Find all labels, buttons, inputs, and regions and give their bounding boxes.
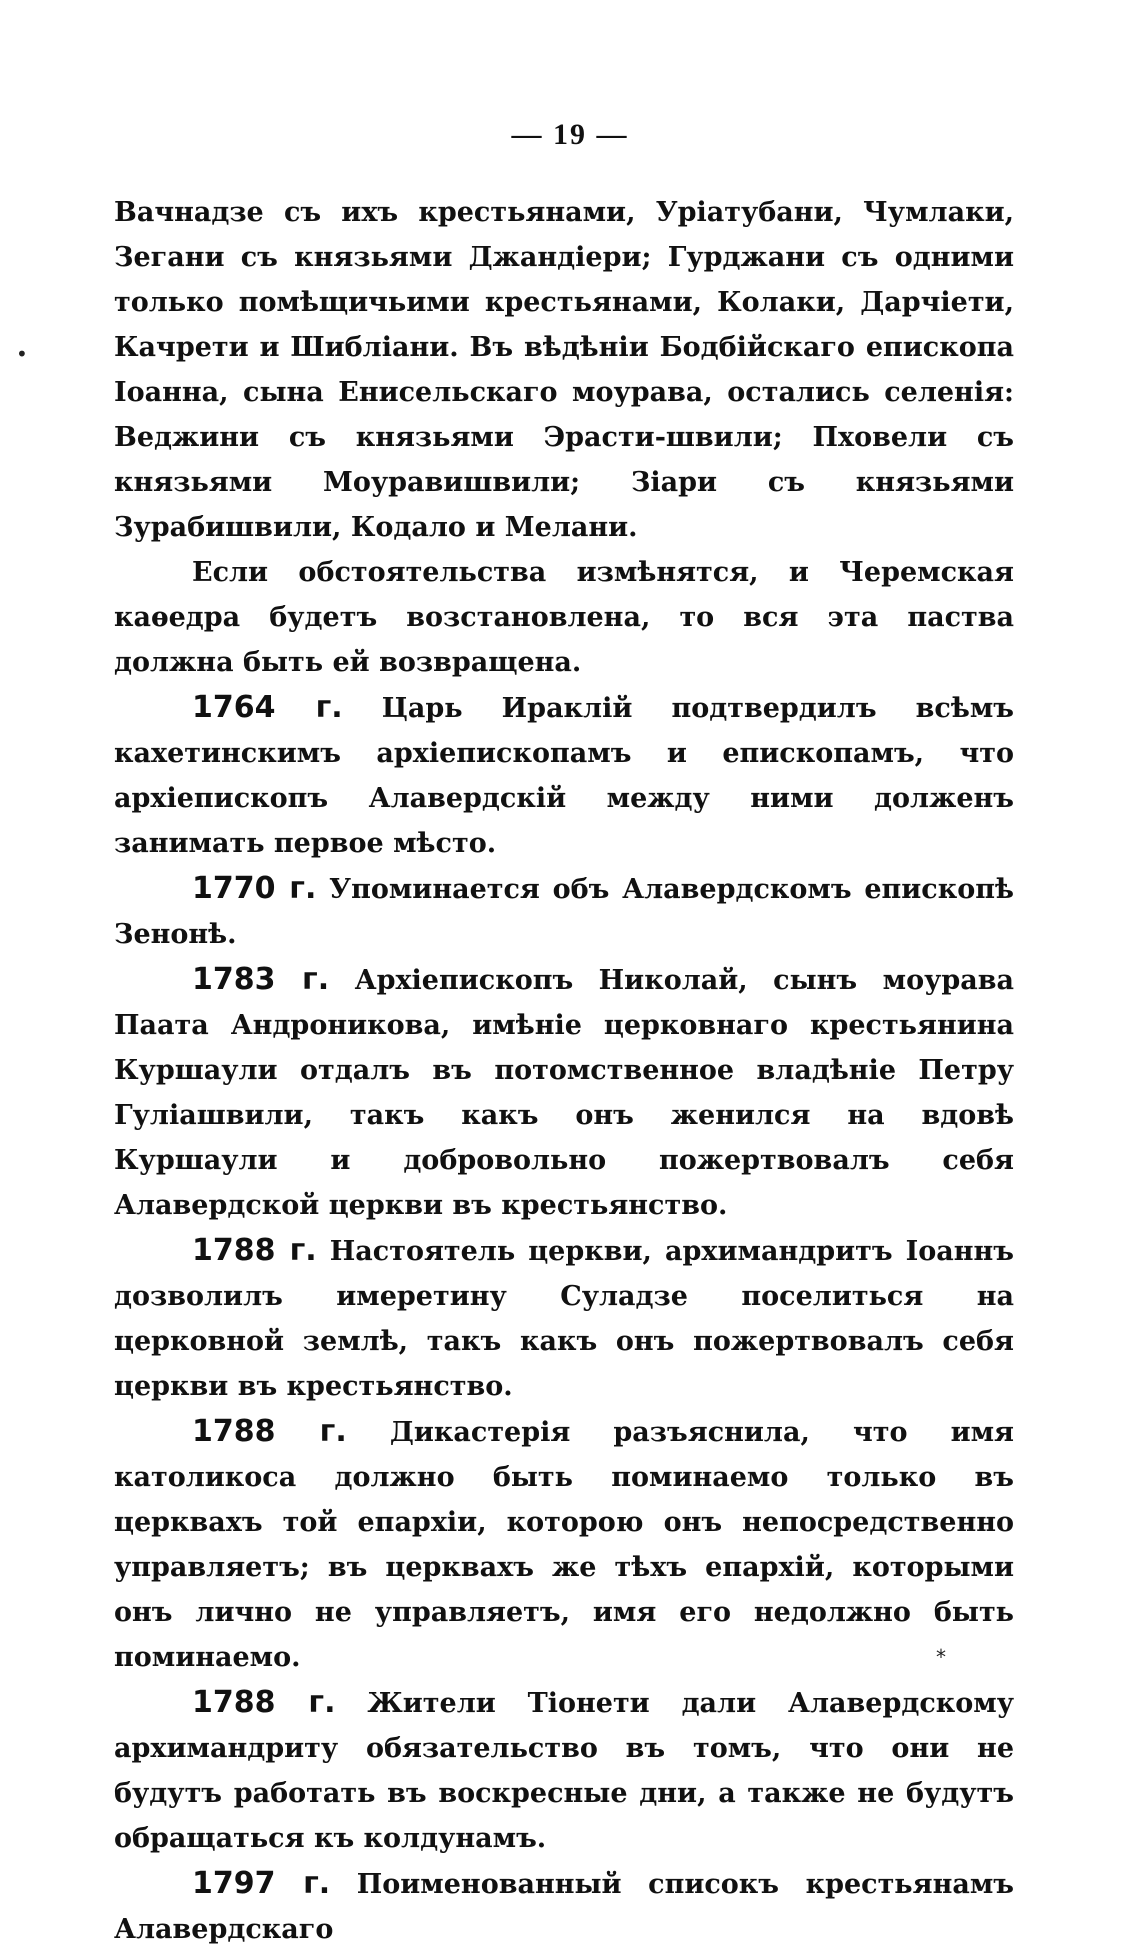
page-body	[114, 190, 1014, 1952]
entry-year: 1797 г.	[192, 1866, 331, 1901]
bottom-asterisk: *	[936, 1645, 946, 1669]
entry-year: 1764 г.	[192, 690, 343, 725]
entry-year: 1770 г.	[192, 871, 317, 906]
entry-year: 1788 г.	[192, 1414, 347, 1449]
paragraph	[114, 550, 1014, 685]
entry-text: Поименованный списокъ крестьянамъ Алавердскаго	[114, 1869, 1015, 1945]
entry-text: Жители Тіонети дали Алавердскому архимандриту обязательство въ томъ, что они не будутъ работать въ воскресные дни, а также не будутъ обращаться къ колдунамъ.	[114, 1688, 1015, 1854]
chronicle-entry	[114, 1228, 1014, 1409]
entry-text: Настоятель церкви, архимандритъ Іоаннъ дозволилъ имеретину Суладзе поселиться на церковной землѣ, такъ какъ онъ пожертвовалъ себя церкви въ крестьянство.	[114, 1236, 1014, 1402]
entry-year: 1788 г.	[192, 1233, 317, 1268]
entry-year: 1783 г.	[192, 962, 330, 997]
chronicle-entry	[114, 866, 1014, 957]
entry-text: Упоминается объ Алавердскомъ епископѣ Зенонѣ.	[114, 874, 1015, 950]
chronicle-entry	[114, 685, 1014, 866]
entry-text: Дикастерія разъяснила, что имя католикоса должно быть поминаемо только въ церквахъ той епархіи, которою онъ непосредственно управляетъ; въ церквахъ же тѣхъ епархій, которыми онъ лично не управляетъ, имя его недолжно быть поминаемо.	[114, 1417, 1015, 1673]
margin-dot: •	[16, 342, 28, 366]
chronicle-entry	[114, 1861, 1014, 1952]
paragraph-continued	[114, 190, 1014, 550]
entry-year: 1788 г.	[192, 1685, 336, 1720]
page-number: — 19 —	[511, 118, 629, 151]
paragraph-text: Если обстоятельства измѣнятся, и Черемская каѳедра будетъ возстановлена, то вся эта паства должна быть ей возвращена.	[114, 557, 1014, 678]
chronicle-entry	[114, 957, 1014, 1228]
chronicle-entry	[114, 1409, 1014, 1680]
entry-text: Царь Ираклій подтвердилъ всѣмъ кахетинскимъ архіепископамъ и епископамъ, что архіепископъ Алавердскій между ними долженъ занимать первое мѣсто.	[114, 693, 1014, 859]
entry-text: Архіепископъ Николай, сынъ моурава Паата Андроникова, имѣніе церковнаго крестьянина Куршаули отдалъ въ потомственное владѣніе Петру Гуліашвили, такъ какъ онъ женился на вдовѣ Куршаули и добровольно пожертвовалъ себя Алавердской церкви въ крестьянство.	[114, 965, 1014, 1221]
chronicle-entry	[114, 1680, 1014, 1861]
paragraph-text: Вачнадзе съ ихъ крестьянами, Уріатубани, Чумлаки, Зегани съ князьями Джандіери; Гурджани съ одними только помѣщичьими крестьянами, Колаки, Дарчіети, Качрети и Шибліани. Въ вѣдѣніи Бодбійскаго епископа Іоанна, сына Енисельскаго моурава, остались селенія: Веджини съ князьями Эрасти-швили; Пховели съ князьями Моуравишвили; Зіари съ князьями Зурабишвили, Кодало и Мелани.	[114, 197, 1014, 543]
